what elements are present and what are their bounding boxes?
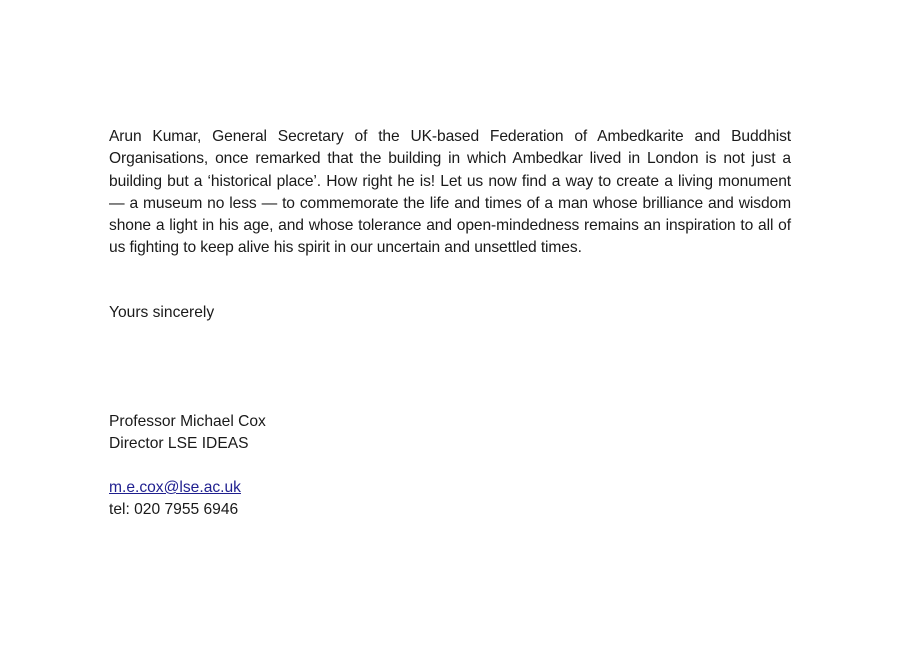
letter-body-paragraph: Arun Kumar, General Secretary of the UK-based Federation of Ambedkarite and Buddhist Organisations, once remarked that the building in which Ambedkar lived in London is not just a building but a ‘historical place’. How right he is! Let us now find a way to create a living monument — a museum no less — to commemorate the life and times of a man whose brilliance and wisdom shone a light in his age, and whose tolerance and open-mindedness remains an inspiration to all of us fighting to keep alive his spirit in our uncertain and unsettled times. <box>109 128 791 257</box>
signatory-title: Director LSE IDEAS <box>109 435 249 452</box>
email-link[interactable]: m.e.cox@lse.ac.uk <box>109 479 241 496</box>
telephone-number: tel: 020 7955 6946 <box>109 501 239 518</box>
closing-salutation: Yours sincerely <box>109 304 215 321</box>
signatory-name: Professor Michael Cox <box>109 413 266 430</box>
